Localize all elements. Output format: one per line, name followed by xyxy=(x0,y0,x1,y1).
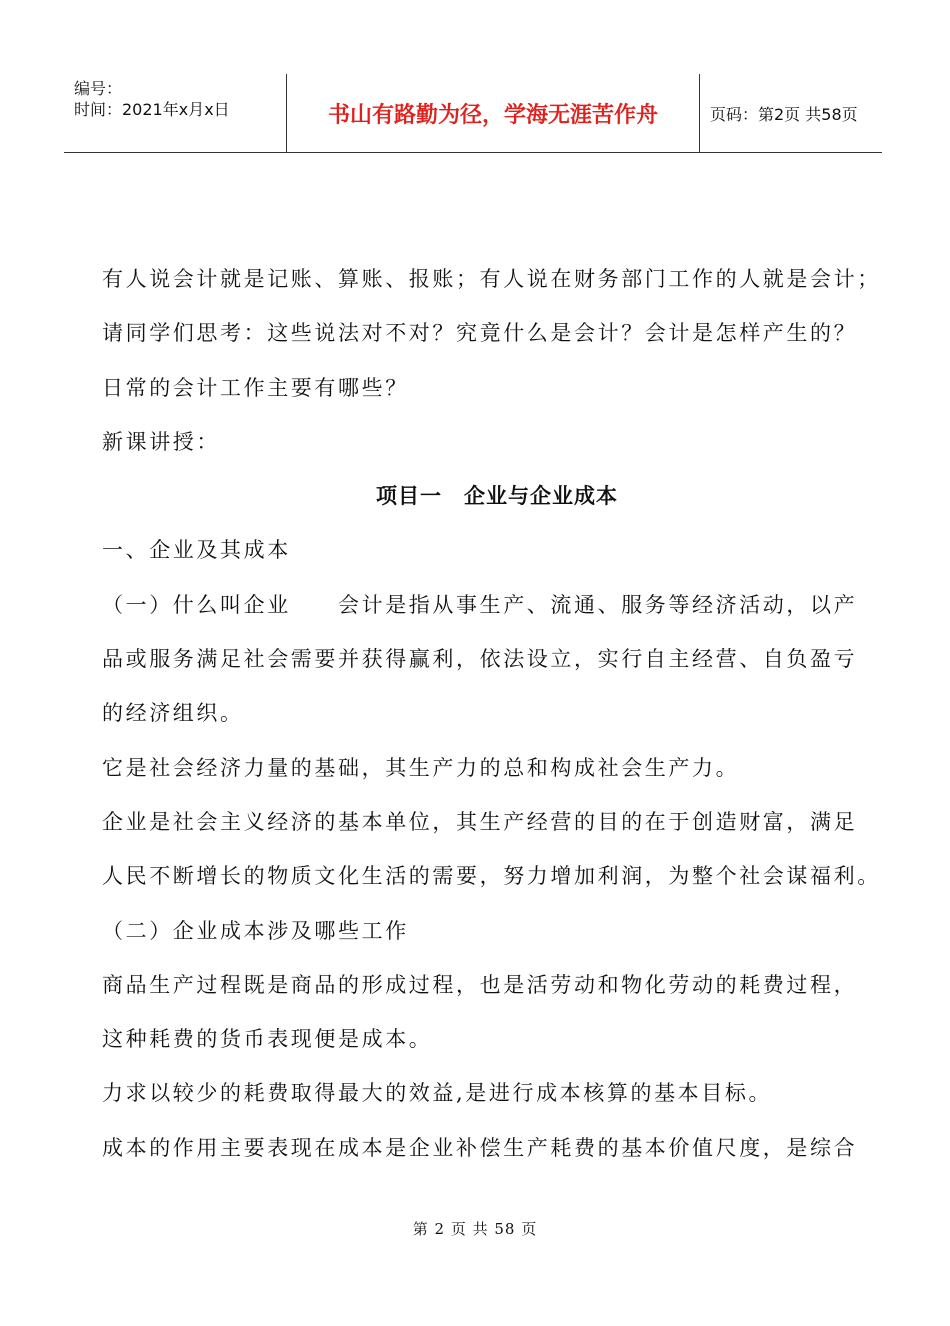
page-footer: 第 2 页 共 58 页 xyxy=(412,1220,538,1238)
body-line: 人民不断增长的物质文化生活的需要，努力增加利润，为整个社会谋福利。 xyxy=(102,864,881,889)
header-motto: 书山有路勤为径，学海无涯苦作舟 xyxy=(286,74,700,152)
body-line: 这种耗费的货币表现便是成本。 xyxy=(102,1027,433,1052)
body-line: 成本的作用主要表现在成本是企业补偿生产耗费的基本价值尺度，是综合 xyxy=(102,1135,858,1160)
header-meta xyxy=(64,74,286,152)
body-line: （二）企业成本涉及哪些工作 xyxy=(102,918,409,943)
body-line: 的经济组织。 xyxy=(102,701,244,726)
body-line: 日常的会计工作主要有哪些？ xyxy=(102,375,409,400)
document-header xyxy=(64,74,882,153)
body-line: 有人说会计就是记账、算账、报账；有人说在财务部门工作的人就是会计； xyxy=(102,267,881,291)
body-line: 新课讲授： xyxy=(102,429,220,454)
number-label: 编号： xyxy=(74,79,123,98)
date-label: 时间：2021年x月x日 xyxy=(74,100,230,119)
body-line: 品或服务满足社会需要并获得赢利，依法设立，实行自主经营、自负盈亏 xyxy=(102,647,858,672)
body-line: 企业是社会主义经济的基本单位，其生产经营的目的在于创造财富，满足 xyxy=(102,809,858,834)
body-line: 力求以较少的耗费取得最大的效益,是进行成本核算的基本目标。 xyxy=(102,1081,773,1106)
body-line: （一）什么叫企业 会计是指从事生产、流通、服务等经济活动，以产 xyxy=(102,592,858,617)
body-line: 商品生产过程既是商品的形成过程，也是活劳动和物化劳动的耗费过程， xyxy=(102,972,858,997)
header-page-label: 页码：第2页 共58页 xyxy=(710,104,858,124)
body-line: 请同学们思考：这些说法对不对？究竟什么是会计？会计是怎样产生的？ xyxy=(102,321,858,346)
body-line: 一、企业及其成本 xyxy=(102,538,291,563)
body-line: 它是社会经济力量的基础，其生产力的总和构成社会生产力。 xyxy=(102,755,740,780)
section-title: 项目一 企业与企业成本 xyxy=(376,484,618,509)
document-body xyxy=(102,252,912,1175)
